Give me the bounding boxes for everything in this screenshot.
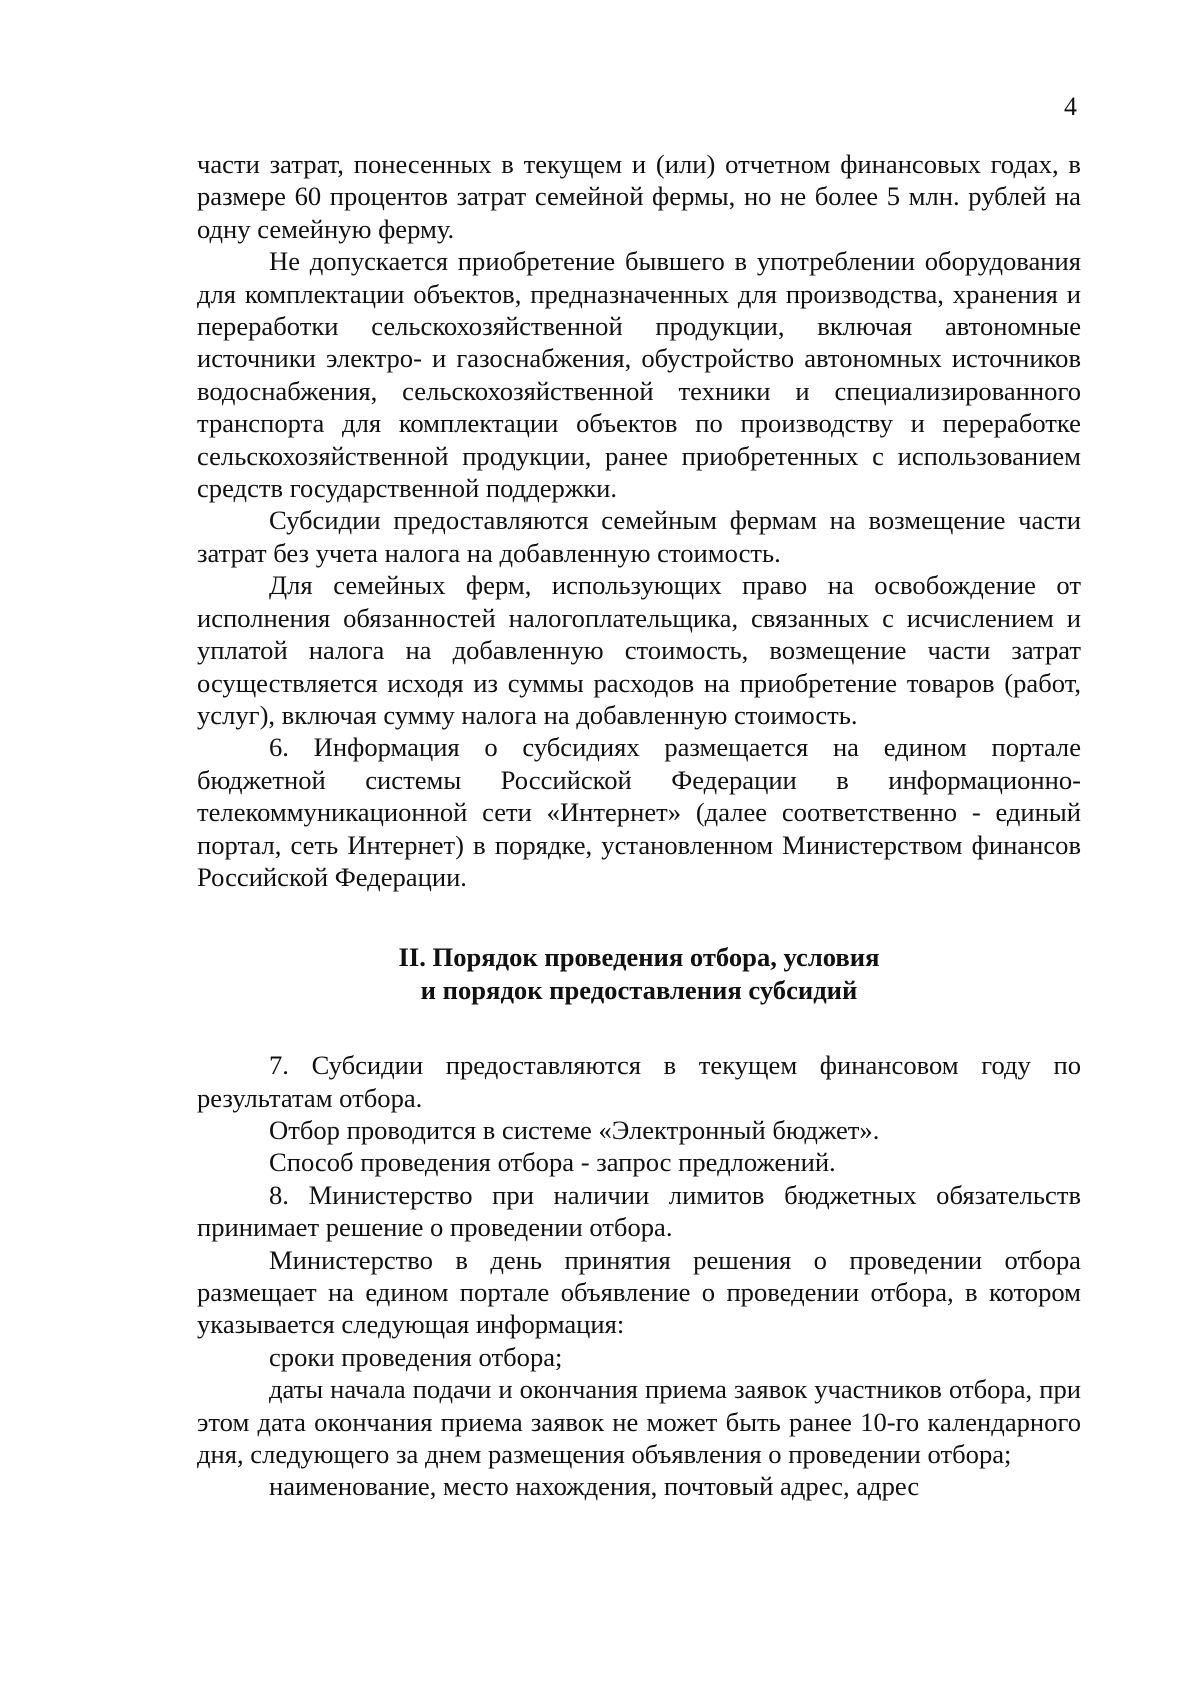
paragraph-item-8: 8. Министерство при наличии лимитов бюджетных обязательств принимает решение о проведении отбора. xyxy=(197,1179,1081,1243)
paragraph: Не допускается приобретение бывшего в употреблении оборудования для комплектации объектов, предназначенных для производства, хранения и переработки сельскохозяйственной продукции, включая автономные источники электро- и газоснабжения, обустройство автономных источников водоснабжения, сельскохозяйственной техники и специализированного транспорта для комплектации объектов по производству и переработке сельскохозяйственной продукции, ранее приобретенных с использованием средств государственной поддержки. xyxy=(197,246,1081,504)
paragraph: Субсидии предоставляются семейным фермам на возмещение части затрат без учета налога на добавленную стоимость. xyxy=(197,505,1081,568)
paragraph-item-7: 7. Субсидии предоставляются в текущем финансовом году по результатам отбора. xyxy=(197,1050,1081,1113)
paragraph: Способ проведения отбора - запрос предложений. xyxy=(269,1147,836,1178)
paragraph: Для семейных ферм, использующих право на освобождение от исполнения обязанностей налогоплательщика, связанных с исчислением и уплатой налога на добавленную стоимость, возмещение части затрат осуществляется исходя из суммы расходов на приобретение товаров (работ, услуг), включая сумму налога на добавленную стоимость. xyxy=(197,570,1081,730)
paragraph: Министерство в день принятия решения о проведении отбора размещает на едином портале объявление о проведении отбора, в котором указывается следующая информация: xyxy=(197,1244,1081,1340)
document-body xyxy=(197,148,1081,1503)
section-heading-line-1: II. Порядок проведения отбора, условия xyxy=(398,942,880,973)
list-item: даты начала подачи и окончания приема заявок участников отбора, при этом дата окончания приема заявок не может быть ранее 10-го календарного дня, следующего за днем размещения объявления о проведении отбора; xyxy=(197,1374,1081,1470)
section-heading-line-2: и порядок предоставления субсидий xyxy=(420,974,858,1005)
page-number: 4 xyxy=(1064,92,1077,121)
list-item: наименование, место нахождения, почтовый адрес, адрес xyxy=(269,1471,920,1502)
paragraph: части затрат, понесенных в текущем и (или) отчетном финансовых годах, в размере 60 процентов затрат семейной фермы, но не более 5 млн. рублей на одну семейную ферму. xyxy=(197,149,1081,244)
paragraph-item-6: 6. Информация о субсидиях размещается на едином портале бюджетной системы Российской Федерации в информационно-телекоммуникационной сети «Интернет» (далее соответственно - единый портал, сеть Интернет) в порядке, установленном Министерством финансов Российской Федерации. xyxy=(197,732,1081,892)
list-item: сроки проведения отбора; xyxy=(269,1341,563,1372)
paragraph: Отбор проводится в системе «Электронный бюджет». xyxy=(269,1114,880,1145)
section-heading xyxy=(197,941,1081,1006)
